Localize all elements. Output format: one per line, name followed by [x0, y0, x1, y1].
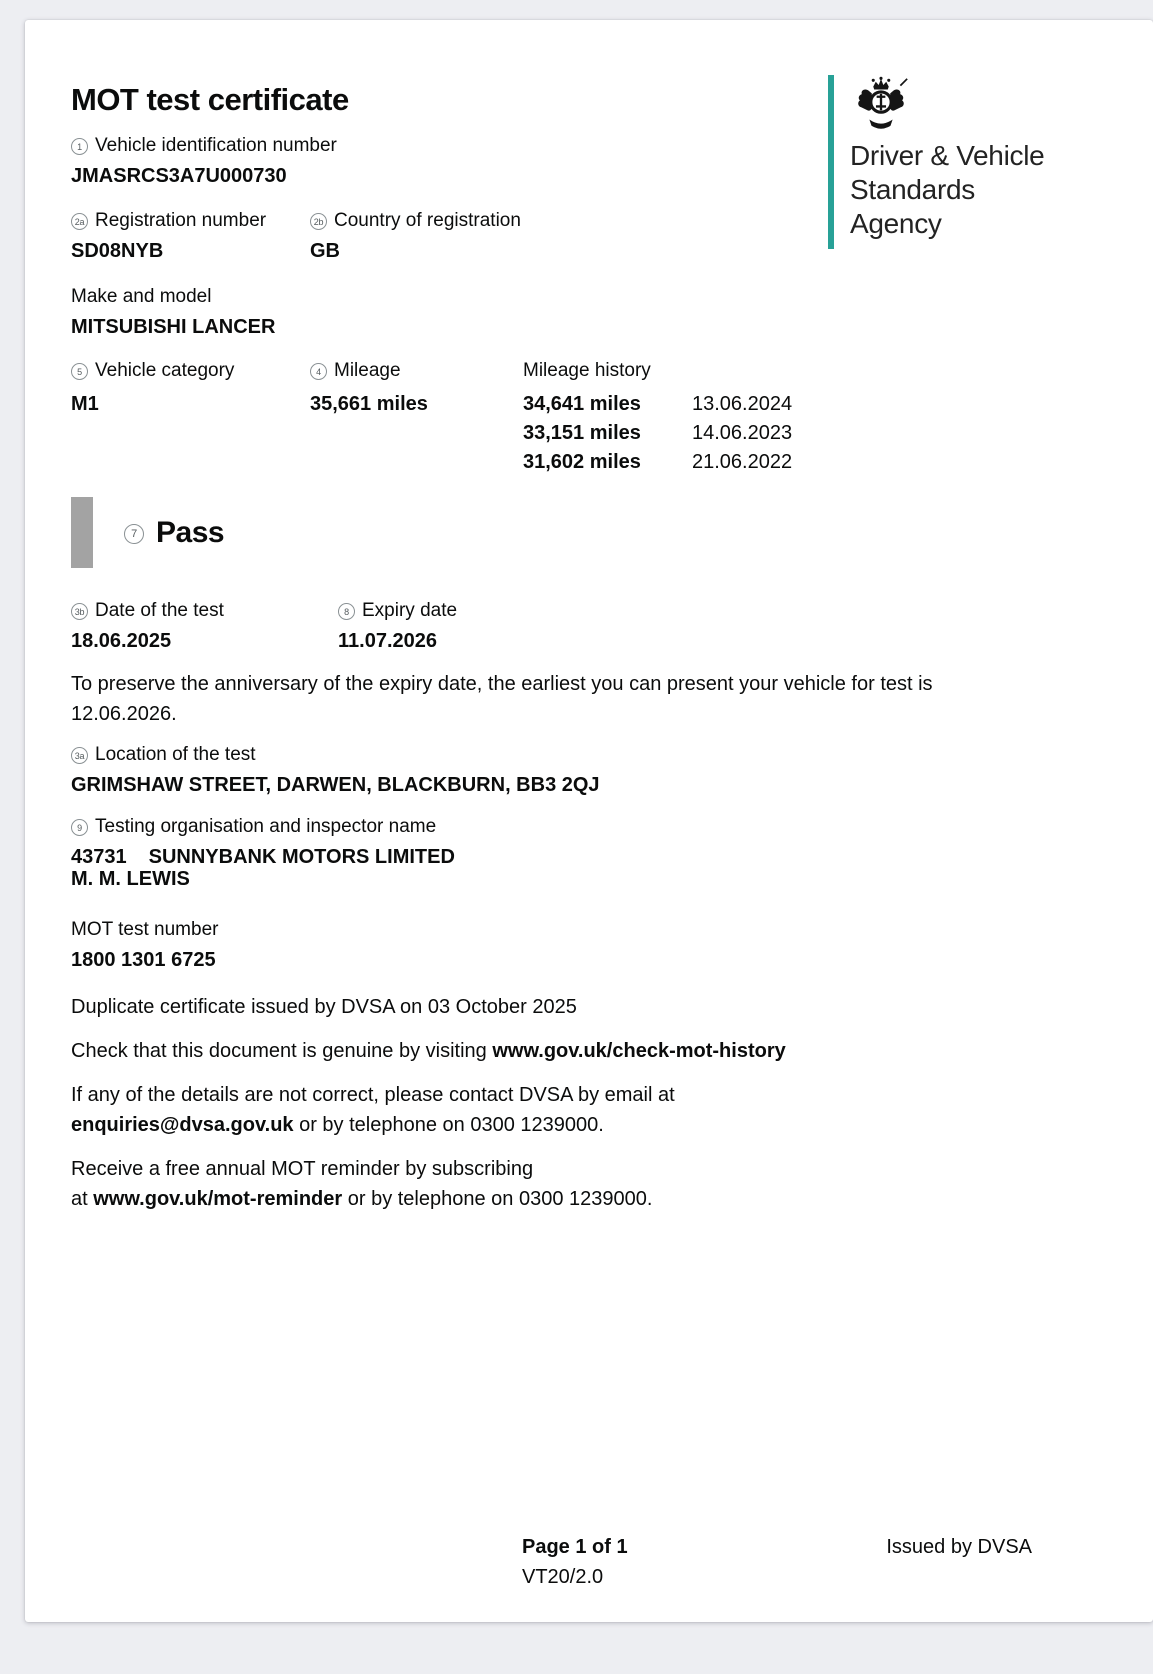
field-country [310, 211, 1113, 262]
expiry-date-label-row [338, 601, 1113, 621]
dates-row [71, 601, 1113, 652]
registration-label-row [71, 211, 310, 231]
mileage-history-label: Mileage history [523, 360, 651, 381]
field-mileage [310, 361, 523, 477]
test-number-label: MOT test number [71, 919, 219, 940]
genuine-note [71, 1036, 1113, 1066]
footer-page-block [522, 1532, 628, 1592]
test-date-label-row [71, 601, 338, 621]
ref-circle-9: 9 [71, 819, 88, 836]
dvsa-email-link: enquiries@dvsa.gov.uk [71, 1114, 294, 1136]
page-title: MOT test certificate [71, 82, 349, 117]
contact-line1: If any of the details are not correct, please contact DVSA by email at [71, 1084, 675, 1106]
registration-label: Registration number [95, 210, 267, 231]
expiry-date-label: Expiry date [362, 600, 458, 621]
registration-row [71, 211, 1113, 262]
ref-circle-2a: 2a [71, 213, 88, 230]
reminder-prefix: at [71, 1188, 94, 1210]
mileage-history-row [523, 419, 1113, 448]
reminder-line1: Receive a free annual MOT reminder by subscribing [71, 1158, 534, 1180]
check-mot-history-link: www.gov.uk/check-mot-history [492, 1040, 786, 1062]
reminder-note [71, 1154, 1113, 1214]
category-value: M1 [71, 393, 99, 415]
organisation-value [71, 846, 1113, 890]
reminder-suffix: or by telephone on 0300 1239000. [342, 1188, 653, 1210]
mileage-value: 35,661 miles [310, 393, 428, 415]
country-label: Country of registration [334, 210, 521, 231]
ref-circle-7: 7 [124, 524, 144, 544]
issued-by: Issued by DVSA [886, 1536, 1032, 1558]
field-test-date [71, 601, 338, 652]
category-label-row [71, 361, 310, 381]
test-result-value: Pass [156, 515, 225, 549]
field-location [71, 745, 1113, 796]
organisation-label: Testing organisation and inspector name [95, 816, 437, 837]
organisation-name: SUNNYBANK MOTORS LIMITED [148, 846, 455, 868]
country-label-row [310, 211, 1113, 231]
contact-suffix: or by telephone on 0300 1239000. [293, 1114, 604, 1136]
make-model-label: Make and model [71, 286, 212, 307]
registration-value: SD08NYB [71, 240, 164, 262]
history-miles: 34,641 miles [523, 393, 641, 415]
anniversary-note [71, 669, 1113, 729]
anniversary-line1: To preserve the anniversary of the expiry date, the earliest you can present your vehicle for test is [71, 673, 933, 695]
history-date: 13.06.2024 [692, 393, 793, 415]
duplicate-note: Duplicate certificate issued by DVSA on 03 October 2025 [71, 996, 577, 1018]
location-label-row [71, 745, 1113, 765]
category-mileage-row [71, 361, 1113, 477]
mileage-history-row [523, 448, 1113, 477]
vin-label-row [71, 136, 1113, 156]
mileage-label-row [310, 361, 523, 381]
organisation-number: 43731 [71, 846, 127, 868]
vin-label: Vehicle identification number [95, 135, 337, 156]
ref-circle-2b: 2b [310, 213, 327, 230]
test-number-value: 1800 1301 6725 [71, 949, 216, 971]
history-miles: 33,151 miles [523, 422, 641, 444]
logo-text-line2: Standards [850, 174, 975, 205]
ref-circle-3a: 3a [71, 747, 88, 764]
logo-text-line1: Driver & Vehicle [850, 140, 1045, 171]
make-model-value: MITSUBISHI LANCER [71, 316, 276, 338]
pass-indicator-bar [71, 497, 93, 568]
vin-value: JMASRCS3A7U000730 [71, 165, 287, 187]
mileage-history-rows [523, 390, 1113, 477]
contact-note [71, 1080, 1113, 1140]
mot-reminder-link: www.gov.uk/mot-reminder [93, 1188, 343, 1210]
ref-circle-3b: 3b [71, 603, 88, 620]
ref-circle-8: 8 [338, 603, 355, 620]
inspector-name: M. M. LEWIS [71, 868, 190, 890]
certificate-page [25, 20, 1153, 1622]
result-inner [124, 516, 224, 550]
certificate-footer [25, 1532, 1153, 1602]
field-test-number [71, 920, 1113, 971]
certificate-content [25, 20, 1153, 1214]
logo-text-line3: Agency [850, 208, 942, 239]
field-registration [71, 211, 310, 262]
mileage-history-row [523, 390, 1113, 419]
organisation-label-row [71, 817, 1113, 837]
genuine-prefix: Check that this document is genuine by visiting [71, 1040, 493, 1062]
field-expiry-date [338, 601, 1113, 652]
test-result-section [71, 497, 1113, 568]
field-mileage-history [523, 361, 1113, 477]
category-label: Vehicle category [95, 360, 235, 381]
history-date: 14.06.2023 [692, 422, 793, 444]
test-date-label: Date of the test [95, 600, 224, 621]
country-value: GB [310, 240, 340, 262]
anniversary-line2: 12.06.2026. [71, 703, 177, 725]
field-organisation [71, 817, 1113, 890]
test-date-value: 18.06.2025 [71, 630, 172, 652]
field-make-model [71, 287, 1113, 338]
expiry-date-value: 11.07.2026 [338, 630, 437, 652]
ref-circle-1: 1 [71, 138, 88, 155]
location-value: GRIMSHAW STREET, DARWEN, BLACKBURN, BB3 2QJ [71, 774, 600, 796]
location-label: Location of the test [95, 744, 256, 765]
ref-circle-4: 4 [310, 363, 327, 380]
ref-circle-5: 5 [71, 363, 88, 380]
field-category [71, 361, 310, 477]
history-miles: 31,602 miles [523, 451, 641, 473]
form-code: VT20/2.0 [522, 1566, 604, 1588]
mileage-label: Mileage [334, 360, 401, 381]
field-vin [71, 136, 1113, 187]
page-number: Page 1 of 1 [522, 1536, 628, 1558]
history-date: 21.06.2022 [692, 451, 793, 473]
